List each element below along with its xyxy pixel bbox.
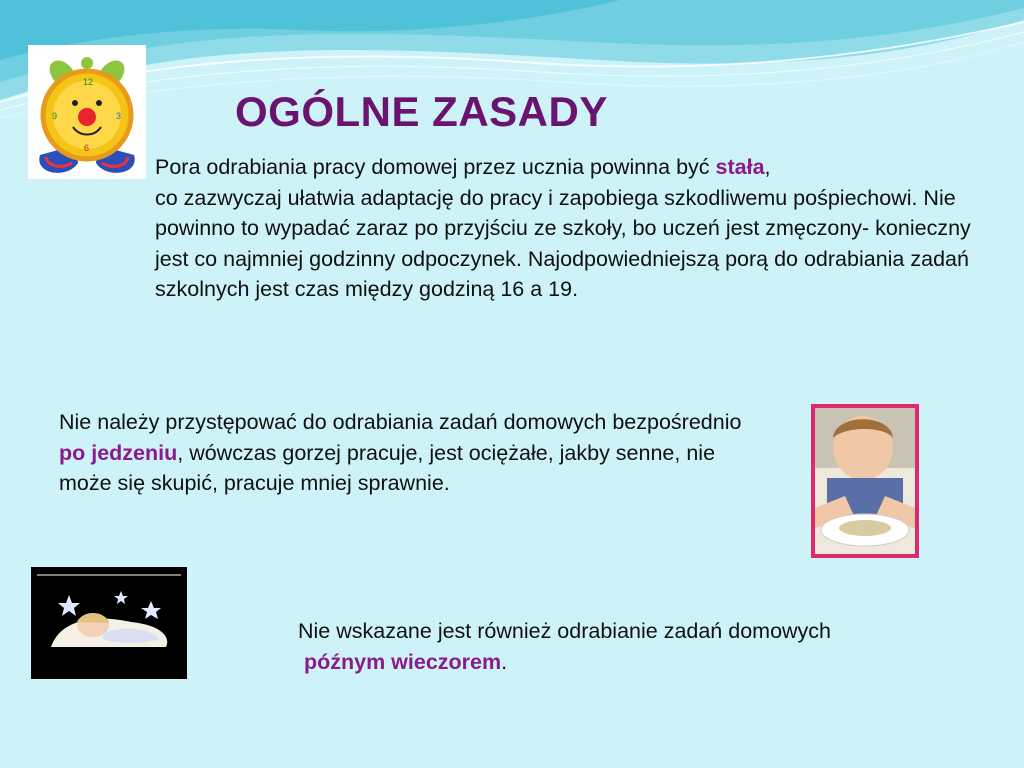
slide-title: OGÓLNE ZASADY	[235, 88, 608, 135]
svg-text:6: 6	[84, 143, 90, 153]
highlight-pozny-wieczor: późnym wieczorem	[303, 649, 502, 674]
toy-clock-image	[28, 45, 146, 179]
svg-text:9: 9	[52, 111, 58, 121]
svg-text:12: 12	[83, 77, 94, 87]
boy-eating-photo	[811, 404, 919, 558]
svg-text:3: 3	[116, 111, 122, 121]
paragraph-text: Nie należy przystępować do odrabiania zadań domowych bezpośrednio	[59, 410, 742, 434]
paragraph-late-evening	[298, 616, 998, 677]
paragraph-text: Nie wskazane jest również odrabianie zadań domowych	[298, 619, 832, 643]
paragraph-homework-time	[155, 152, 975, 305]
header-wave-decoration	[0, 0, 1024, 160]
paragraph-text: , wówczas gorzej pracuje, jest ociężałe, jakby senne, nie może się skupić, pracuje mniej sprawnie.	[59, 440, 716, 495]
sleeping-child-image	[31, 567, 187, 679]
highlight-stala: stała	[715, 155, 765, 179]
paragraph-text: Pora odrabiania pracy domowej przez ucznia powinna być	[155, 155, 716, 179]
paragraph-text: , co zazwyczaj ułatwia adaptację do pracy i zapobiega szkodliwemu pośpiechowi. Nie powinno to wypadać zaraz po przyjściu ze szkoły, bo uczeń jest zmęczony- konieczny jest co najmniej godzinny odpoczynek. Najodpowiedniejszą porą do odrabiania zadań szkolnych jest czas między godziną 16 a 19.	[155, 155, 971, 301]
paragraph-text: .	[501, 649, 508, 674]
paragraph-after-meal	[59, 407, 759, 499]
highlight-po-jedzeniu: po jedzeniu	[59, 440, 178, 465]
